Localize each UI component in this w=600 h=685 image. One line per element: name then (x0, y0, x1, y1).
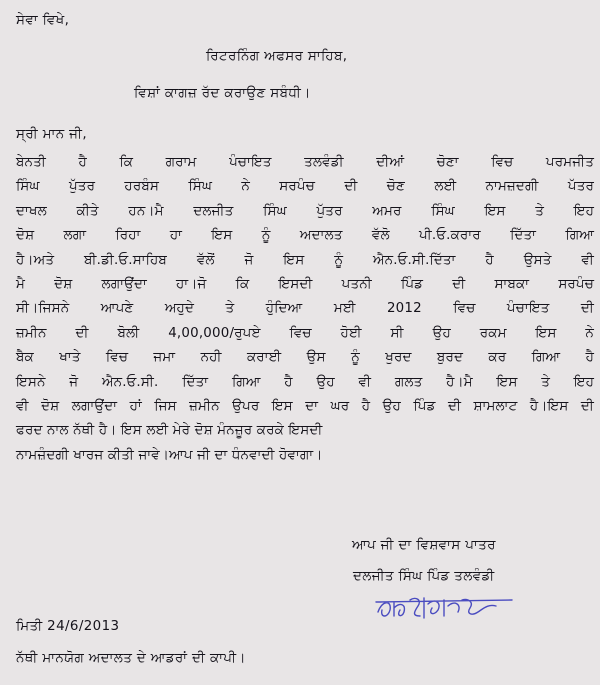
salutation: ਸੇਵਾ ਵਿਖੇ, (16, 13, 70, 28)
addressee: ਰਿਟਰਨਿੰਗ ਅਫਸਰ ਸਾਹਿਬ, (206, 49, 348, 64)
body-line: ਫਰਦ ਨਾਲ ਨੱਥੀ ਹੈ। ਇਸ ਲਈ ਮੇਰੇ ਦੋਸ਼ ਮੰਨਜ਼ੂਰ ਕਰਕੇ ਇਸਦੀ (16, 423, 323, 439)
subject-line: ਵਿਸ਼ਾਂ ਕਾਗਜ਼ ਰੱਦ ਕਰਾਉਣ ਸਬੰਧੀ। (134, 86, 311, 101)
body-line: ਜ਼ਮੀਨ ਦੀ ਬੋਲੀ 4,00,000/ਰੁਪਏ ਵਿਚ ਹੋਈ ਸੀ ਉਹ ਰਕਮ ਇਸ ਨੇ (16, 325, 594, 341)
body-line: ਦੋਸ਼ ਲਗਾ ਰਿਹਾ ਹਾ ਇਸ ਨੂੰ ਅਦਾਲਤ ਵੱਲੋ ਪੀ.ਓ.ਕਰਾਰ ਦਿੱਤਾ ਗਿਆ (16, 228, 594, 244)
sender-name: ਦਲਜੀਤ ਸਿੰਘ ਪਿੰਡ ਤਲਵੰਡੀ (353, 569, 495, 584)
enclosure-note: ਨੱਥੀ ਮਾਨਯੋਗ ਅਦਾਲਤ ਦੇ ਆਡਰਾਂ ਦੀ ਕਾਪੀ। (16, 651, 246, 666)
body-line: ਇਸਨੇ ਜੋ ਐਨ.ਓ.ਸੀ. ਦਿੱਤਾ ਗਿਆ ਹੈ ਉਹ ਵੀ ਗਲਤ ਹੈ।ਮੈ ਇਸ ਤੇ ਇਹ (16, 374, 594, 390)
greeting: ਸ੍ਰੀ ਮਾਨ ਜੀ, (16, 127, 88, 142)
date: ਮਿਤੀ 24/6/2013 (16, 619, 120, 634)
body-line: ਦਾਖਲ ਕੀਤੇ ਹਨ।ਮੈ ਦਲਜੀਤ ਸਿੰਘ ਪੁੱਤਰ ਅਮਰ ਸਿੰਘ ਇਸ ਤੇ ਇਹ (16, 203, 594, 219)
body-line: ਸਿੰਘ ਪੁੱਤਰ ਹਰਬੰਸ ਸਿੰਘ ਨੇ ਸਰਪੰਚ ਦੀ ਚੋਣ ਲਈ ਨਾਮਜ਼ਦਗੀ ਪੱਤਰ (16, 179, 594, 195)
body-line: ਹੈ।ਅਤੇ ਬੀ.ਡੀ.ਓ.ਸਾਹਿਬ ਵੱਲੋਂ ਜੋ ਇਸ ਨੂੰ ਐਨ.ਓ.ਸੀ.ਦਿੱਤਾ ਹੈ ਉਸਤੇ ਵੀ (16, 252, 594, 268)
signature (372, 590, 522, 626)
letter-body (16, 151, 594, 468)
body-line: ਬੈਕ ਖਾਤੇ ਵਿਚ ਜਮਾ ਨਹੀ ਕਰਾਈ ਉਸ ਨੂੰ ਖੁਰਦ ਬੁਰਦ ਕਰ ਗਿਆ ਹੈ (16, 350, 594, 366)
body-line: ਸੀ।ਜਿਸਨੇ ਆਪਣੇ ਅਹੁਦੇ ਤੇ ਹੁੰਦਿਆ ਮਈ 2012 ਵਿਚ ਪੰਚਾਇਤ ਦੀ (16, 301, 594, 317)
body-line: ਬੇਨਤੀ ਹੈ ਕਿ ਗਰਾਮ ਪੰਚਾਇਤ ਤਲਵੰਡੀ ਦੀਆਂ ਚੋਣਾ ਵਿਚ ਪਰਮਜੀਤ (16, 155, 594, 170)
body-line: ਵੀ ਦੋਸ਼ ਲਗਾਉਂਦਾ ਹਾਂ ਜਿਸ ਜ਼ਮੀਨ ਉਪਰ ਇਸ ਦਾ ਘਰ ਹੈ ਉਹ ਪਿੰਡ ਦੀ ਸ਼ਾਮਲਾਟ ਹੈ।ਇਸ ਦੀ (16, 398, 594, 414)
body-line: ਨਾਮਜ਼ੰਦਗੀ ਖਾਰਜ ਕੀਤੀ ਜਾਵੇ।ਆਪ ਜੀ ਦਾ ਧੰਨਵਾਦੀ ਹੋਵਾਗਾ। (16, 447, 323, 463)
body-line: ਮੈ ਦੋਸ਼ ਲਗਾਉਂਦਾ ਹਾ।ਜੋ ਕਿ ਇਸਦੀ ਪਤਨੀ ਪਿੰਡ ਦੀ ਸਾਬਕਾ ਸਰਪੰਚ (16, 276, 594, 292)
closing-line: ਆਪ ਜੀ ਦਾ ਵਿਸ਼ਵਾਸ ਪਾਤਰ (352, 538, 496, 553)
